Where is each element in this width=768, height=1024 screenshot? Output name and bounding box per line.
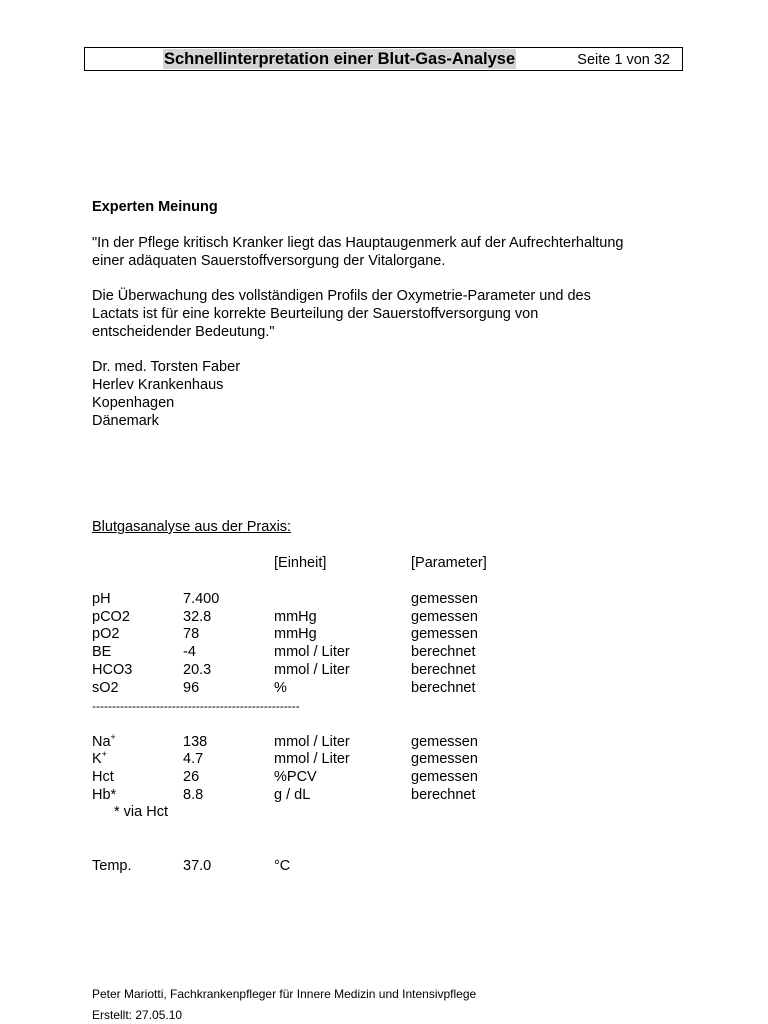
analyte-parameter: gemessen <box>411 751 478 767</box>
analyte-unit: mmHg <box>274 626 317 642</box>
footer-created: Erstellt: 27.05.10 <box>92 1008 183 1022</box>
table-row <box>92 679 592 697</box>
temperature-row <box>92 857 592 875</box>
analyte-unit: mmHg <box>274 609 317 625</box>
analyte-name: sO2 <box>92 680 119 696</box>
analyte-unit: mmol / Liter <box>274 751 350 767</box>
table-row <box>92 625 592 643</box>
analyte-name: Hct <box>92 769 114 785</box>
analyte-parameter: gemessen <box>411 626 478 642</box>
analyte-name: BE <box>92 644 112 660</box>
analyte-value: 138 <box>183 734 208 750</box>
table-row <box>92 590 592 608</box>
table-row <box>92 733 592 751</box>
analyte-parameter: gemessen <box>411 769 478 785</box>
quote-line: Die Überwachung des vollständigen Profils der Oxymetrie-Parameter und des <box>92 288 591 304</box>
author-country: Dänemark <box>92 413 159 429</box>
analyte-parameter: gemessen <box>411 734 478 750</box>
expert-quote-paragraph-1 <box>92 234 692 270</box>
table-row <box>92 661 592 679</box>
author-hospital: Herlev Krankenhaus <box>92 377 224 393</box>
analyte-name: pH <box>92 591 111 607</box>
analyte-parameter: berechnet <box>411 787 476 803</box>
analyte-value: 8.8 <box>183 787 204 803</box>
analyte-value: 32.8 <box>183 609 212 625</box>
analyte-parameter: gemessen <box>411 609 478 625</box>
charge-superscript: + <box>110 732 116 742</box>
analyte-value: -4 <box>183 644 196 660</box>
analyte-name: pCO2 <box>92 609 130 625</box>
analyte-value: 26 <box>183 769 200 785</box>
footer-author: Peter Mariotti, Fachkrankenpfleger für Innere Medizin und Intensivpflege <box>92 987 477 1001</box>
expert-signature <box>92 358 240 430</box>
quote-line: entscheidender Bedeutung." <box>92 324 275 340</box>
document-title: Schnellinterpretation einer Blut-Gas-Analyse <box>164 50 516 68</box>
analyte-parameter: berechnet <box>411 680 476 696</box>
quote-line: einer adäquaten Sauerstoffversorgung der Vitalorgane. <box>92 253 446 269</box>
author-city: Kopenhagen <box>92 395 175 411</box>
analyte-value: 20.3 <box>183 662 212 678</box>
analyte-unit: g / dL <box>274 787 311 803</box>
analyte-name-text: K <box>92 751 102 767</box>
analyte-parameter: gemessen <box>411 591 478 607</box>
analyte-unit: mmol / Liter <box>274 734 350 750</box>
table-row <box>92 786 592 804</box>
analyte-unit: mmol / Liter <box>274 644 350 660</box>
bga-title: Blutgasanalyse aus der Praxis: <box>92 519 292 535</box>
analyte-parameter: berechnet <box>411 644 476 660</box>
quote-line: "In der Pflege kritisch Kranker liegt das Hauptaugenmerk auf der Aufrechterhaltung <box>92 235 624 251</box>
separator-text: ---------------------------------------------------- <box>92 699 300 713</box>
analyte-value: 78 <box>183 626 200 642</box>
temperature-value: 37.0 <box>183 858 212 874</box>
bga-column-headers <box>92 554 592 572</box>
analyte-unit: %PCV <box>274 769 317 785</box>
table-row <box>92 750 592 768</box>
analyte-value: 4.7 <box>183 751 204 767</box>
page-header <box>84 47 683 71</box>
analyte-name <box>92 750 107 768</box>
quote-line: Lactats ist für eine korrekte Beurteilung der Sauerstoffversorgung von <box>92 306 539 322</box>
analyte-name: pO2 <box>92 626 120 642</box>
unit-column-header: [Einheit] <box>274 555 327 571</box>
table-row <box>92 768 592 786</box>
page-number: Seite 1 von 32 <box>577 52 670 68</box>
footnote: * via Hct <box>114 804 168 820</box>
parameter-column-header: [Parameter] <box>411 555 487 571</box>
temperature-label: Temp. <box>92 858 132 874</box>
expert-heading: Experten Meinung <box>92 199 218 215</box>
analyte-value: 7.400 <box>183 591 220 607</box>
analyte-name: Hb* <box>92 787 117 803</box>
table-row <box>92 643 592 661</box>
analyte-value: 96 <box>183 680 200 696</box>
temperature-unit: °C <box>274 858 291 874</box>
analyte-unit: % <box>274 680 287 696</box>
analyte-name: HCO3 <box>92 662 133 678</box>
analyte-unit: mmol / Liter <box>274 662 350 678</box>
table-row <box>92 608 592 626</box>
charge-superscript: + <box>101 749 107 759</box>
expert-quote-paragraph-2 <box>92 287 692 341</box>
footnote-row <box>92 803 592 821</box>
analyte-name-text: Na <box>92 734 111 750</box>
separator-line <box>92 697 592 715</box>
analyte-parameter: berechnet <box>411 662 476 678</box>
author-name: Dr. med. Torsten Faber <box>92 359 241 375</box>
